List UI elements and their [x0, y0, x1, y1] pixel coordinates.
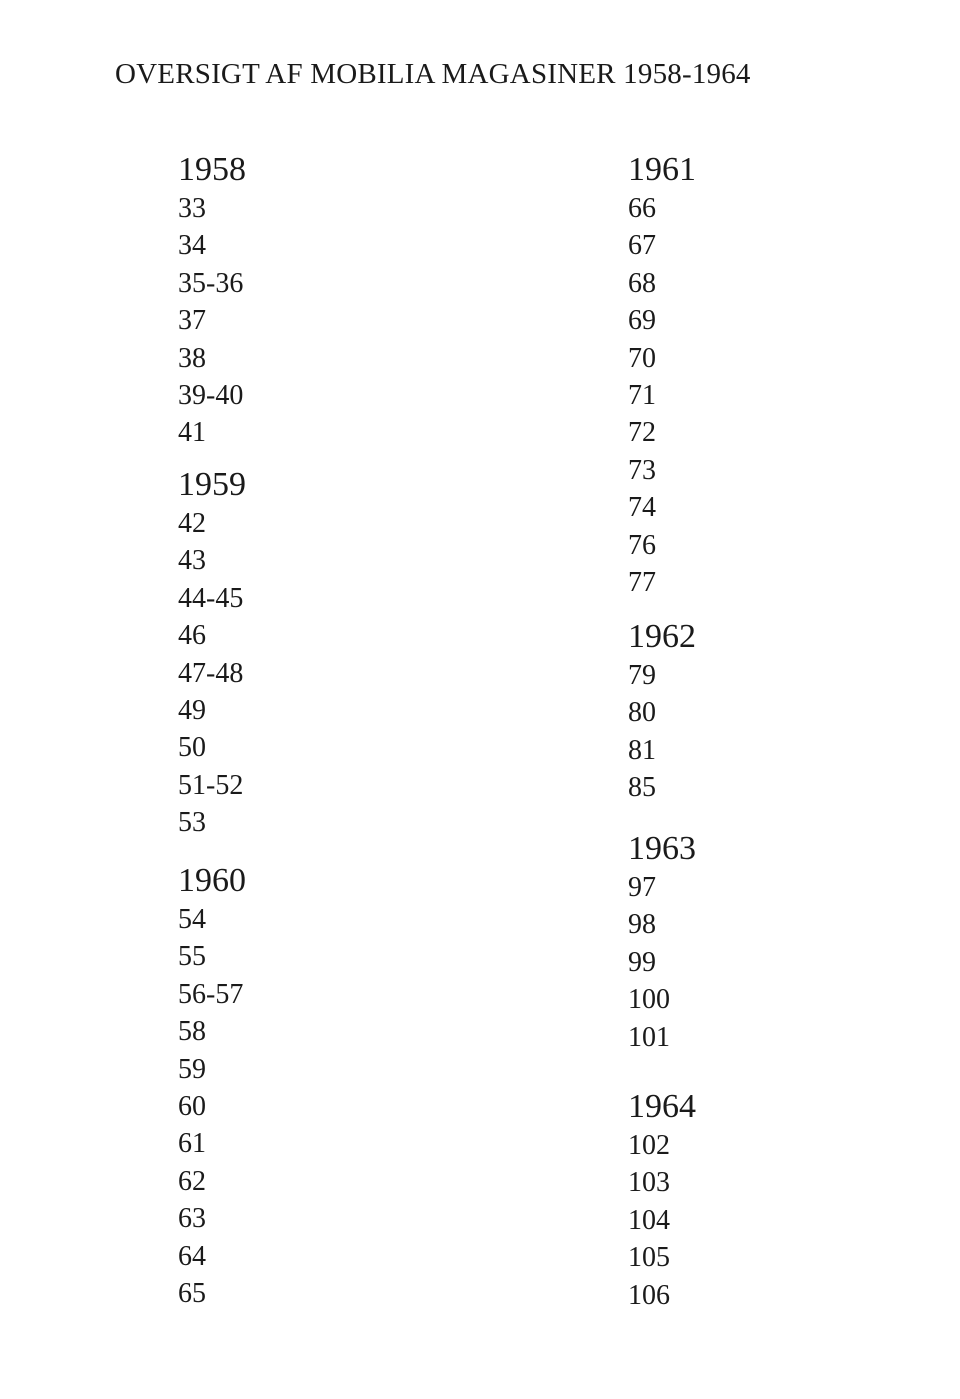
issue-number: 67 — [628, 230, 656, 262]
issue-number: 98 — [628, 909, 656, 941]
issue-number: 53 — [178, 807, 206, 839]
issue-number: 61 — [178, 1128, 206, 1160]
issue-number: 43 — [178, 545, 206, 577]
issue-number: 101 — [628, 1021, 670, 1053]
issue-number: 104 — [628, 1204, 670, 1236]
issue-number: 100 — [628, 984, 670, 1016]
issue-number: 58 — [178, 1016, 206, 1048]
issue-number: 102 — [628, 1130, 670, 1161]
issue-number: 38 — [178, 342, 206, 374]
issue-number: 33 — [178, 193, 206, 224]
year-heading: 1959 — [178, 466, 246, 503]
issue-number: 71 — [628, 380, 656, 411]
issue-number: 65 — [178, 1278, 206, 1309]
issue-number: 47-48 — [178, 657, 244, 689]
issue-number: 105 — [628, 1242, 670, 1274]
issue-number: 35-36 — [178, 267, 244, 299]
issue-number: 59 — [178, 1053, 206, 1085]
year-heading: 1962 — [628, 618, 696, 655]
issue-number: 80 — [628, 697, 656, 729]
year-heading: 1964 — [628, 1088, 696, 1125]
issue-number: 73 — [628, 454, 656, 486]
issue-number: 63 — [178, 1203, 206, 1235]
issue-number: 74 — [628, 492, 656, 524]
issue-number: 56-57 — [178, 978, 244, 1010]
issue-number: 62 — [178, 1165, 206, 1197]
issue-number: 70 — [628, 342, 656, 374]
issue-number: 99 — [628, 946, 656, 978]
issue-number: 54 — [178, 904, 206, 935]
issue-number: 76 — [628, 529, 656, 561]
issue-number: 72 — [628, 417, 656, 449]
issue-number: 79 — [628, 660, 656, 691]
issue-number: 66 — [628, 193, 656, 224]
issue-number: 37 — [178, 305, 206, 337]
issue-number: 51-52 — [178, 769, 244, 801]
issue-number: 69 — [628, 305, 656, 337]
year-heading: 1958 — [178, 151, 246, 188]
issue-number: 64 — [178, 1240, 206, 1272]
issue-number: 85 — [628, 772, 656, 804]
page-title: OVERSIGT AF MOBILIA MAGASINER 1958-1964 — [115, 58, 751, 90]
issue-number: 55 — [178, 941, 206, 973]
issue-number: 68 — [628, 267, 656, 299]
issue-number: 60 — [178, 1091, 206, 1122]
issue-number: 103 — [628, 1167, 670, 1199]
issue-number: 50 — [178, 732, 206, 764]
issue-number: 39-40 — [178, 380, 244, 411]
issue-number: 106 — [628, 1279, 670, 1311]
issue-number: 49 — [178, 695, 206, 726]
issue-number: 42 — [178, 508, 206, 539]
year-heading: 1963 — [628, 830, 696, 867]
issue-number: 77 — [628, 567, 656, 598]
issue-number: 46 — [178, 620, 206, 652]
issue-number: 44-45 — [178, 582, 244, 614]
issue-number: 97 — [628, 872, 656, 903]
year-heading: 1961 — [628, 151, 696, 188]
issue-number: 81 — [628, 734, 656, 766]
issue-number: 41 — [178, 417, 206, 449]
issue-number: 34 — [178, 230, 206, 262]
year-heading: 1960 — [178, 862, 246, 899]
